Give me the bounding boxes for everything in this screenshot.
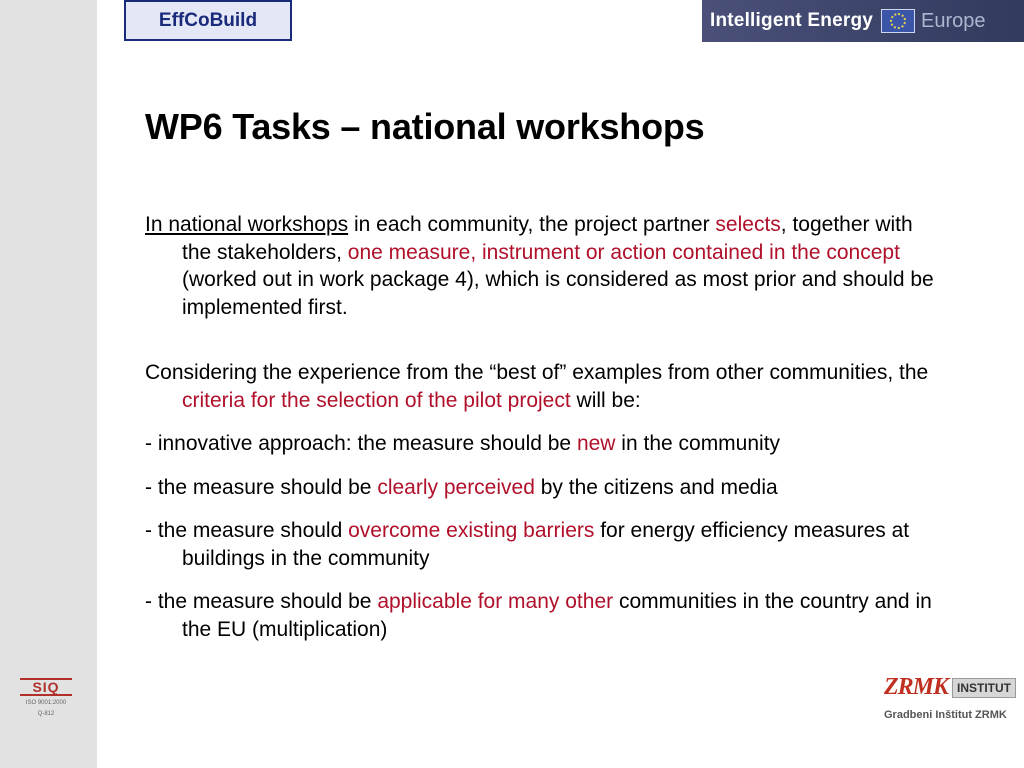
paragraph (145, 588, 945, 643)
zrmk-name: Gradbeni Inštitut ZRMK (884, 709, 1007, 721)
text-run: will be: (570, 388, 641, 412)
project-label: EffCoBuild (158, 9, 258, 31)
siq-logo (20, 678, 72, 718)
slide-title: WP6 Tasks – national workshops (145, 106, 705, 147)
text-run: - the measure should be (145, 475, 378, 499)
paragraph (145, 211, 945, 321)
text-run: - the measure should be (145, 590, 378, 613)
paragraph (145, 474, 945, 502)
text-run: communities in the country and in the EU (multiplication) (182, 590, 932, 641)
text-run: selects (715, 213, 781, 236)
eu-flag-icon (881, 9, 915, 33)
text-run: in each community, the project partner (348, 213, 716, 236)
project-label-box (124, 0, 292, 41)
paragraph (145, 430, 945, 458)
text-run: In national workshops (145, 213, 349, 236)
text-run: for energy efficiency measures at buildings in the community (182, 519, 910, 570)
iee-europe: Europe (921, 9, 986, 32)
zrmk-logo (884, 674, 1024, 721)
text-run: clearly perceived (377, 475, 535, 499)
siq-cert: ISO 9001:2000 (25, 700, 67, 706)
zrmk-badge: INSTITUT (952, 678, 1016, 698)
paragraph (145, 517, 945, 572)
text-run: (worked out in work package 4), which is considered as most prior and should be implemented first. (182, 268, 934, 319)
text-run: , together with the stakeholders, (182, 213, 913, 264)
left-stripe (110, 0, 117, 768)
left-panel (0, 0, 97, 768)
text-run: - innovative approach: the measure should be (145, 432, 577, 455)
text-run: overcome existing barriers (348, 519, 595, 542)
siq-cert: Q-812 (37, 711, 55, 717)
siq-mark: SIQ (20, 678, 72, 696)
iee-title: Intelligent Energy (710, 10, 874, 31)
slide-body (145, 211, 945, 643)
text-run: Considering the experience from the “best of” examples from other communities, the (145, 361, 929, 384)
text-run: one measure, instrument or action contained in the concept (347, 240, 900, 264)
left-stripe (97, 0, 106, 768)
iee-banner (702, 0, 1024, 42)
zrmk-mark: ZRMK (884, 674, 949, 700)
text-run: - the measure should (145, 519, 349, 542)
text-run: criteria for the selection of the pilot project (182, 388, 571, 412)
text-run: applicable for many other (377, 590, 614, 613)
paragraph (145, 359, 945, 414)
text-run: new (576, 432, 616, 455)
text-run: by the citizens and media (534, 475, 778, 499)
text-run: in the community (615, 432, 781, 455)
